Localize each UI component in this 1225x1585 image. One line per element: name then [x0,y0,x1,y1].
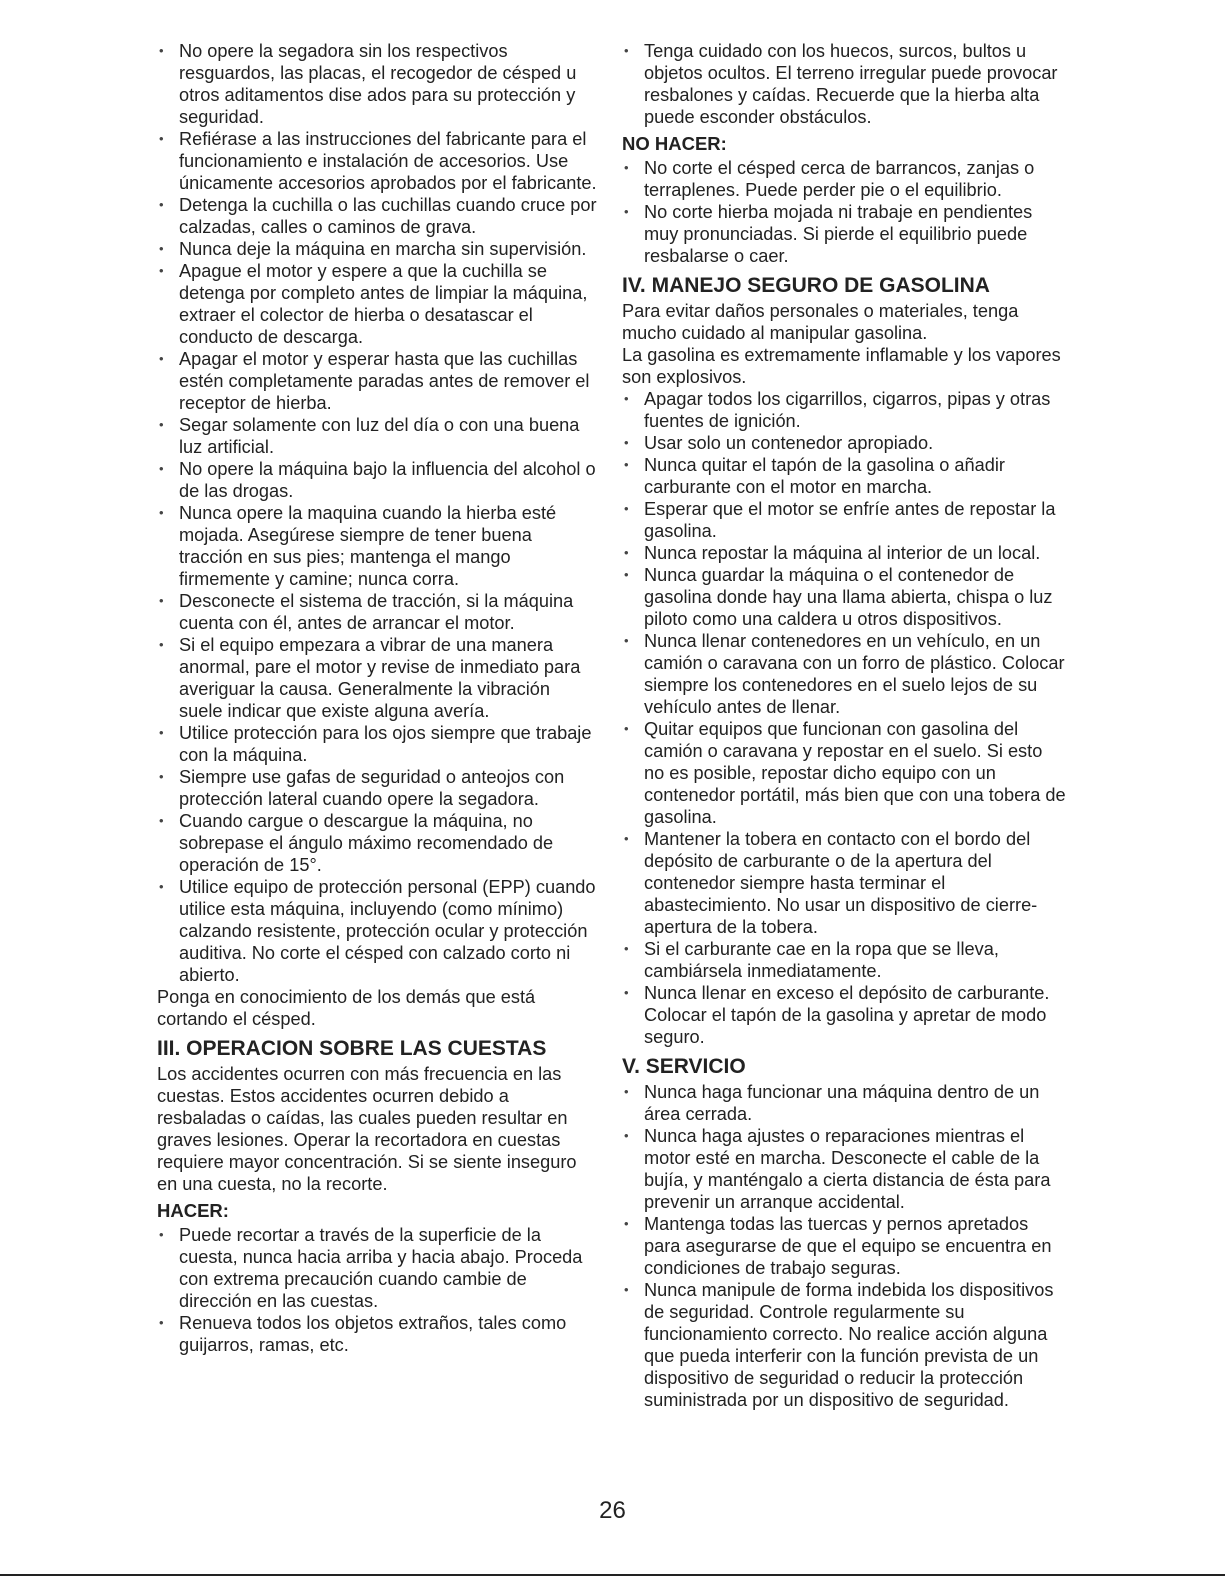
right-column [622,40,1066,1411]
list-item: • Desconecte el sistema de tracción, si la máquina cuenta con él, antes de arrancar el motor. [157,590,597,634]
list-item: • No corte hierba mojada ni trabaje en pendientes muy pronunciadas. Si pierde el equilibrio puede resbalarse o caer. [622,201,1066,267]
do-bullet-list-continued [622,40,1066,128]
section-title-slopes: III. OPERACION SOBRE LAS CUESTAS [157,1037,547,1060]
list-item: • Quitar equipos que funcionan con gasolina del camión o caravana y repostar en el suelo. Si esto no es posible, repostar dicho equipo con un contenedor portátil, más bien que con una tobera de gasolina. [622,718,1066,828]
closing-paragraph: Ponga en conocimiento de los demás que está cortando el césped. [157,987,536,1029]
list-item: • Apague el motor y espere a que la cuchilla se detenga por completo antes de limpiar la máquina, extraer el colector de hierba o desatascar el conducto de descarga. [157,260,597,348]
list-item: • No opere la segadora sin los respectivos resguardos, las placas, el recogedor de césped u otros aditamentos dise ados para su protección y seguridad. [157,40,597,128]
list-item: • Mantener la tobera en contacto con el bordo del depósito de carburante o de la apertura del contenedor siempre hasta terminar el abastecimiento. No usar un dispositivo de cierre-apertura de la tobera. [622,828,1066,938]
section-title-service: V. SERVICIO [622,1055,746,1078]
list-item: • Nunca quitar el tapón de la gasolina o añadir carburante con el motor en marcha. [622,454,1066,498]
list-item: • Utilice protección para los ojos siempre que trabaje con la máquina. [157,722,597,766]
list-item: • Siempre use gafas de seguridad o anteojos con protección lateral cuando opere la segadora. [157,766,597,810]
list-item: • Nunca haga ajustes o reparaciones mientras el motor esté en marcha. Desconecte el cable de la bujía, y manténgalo a cierta distancia de ésta para prevenir un arranque accidental. [622,1125,1066,1213]
section-intro-fuel-1: Para evitar daños personales o materiales, tenga mucho cuidado al manipular gasolina. [622,301,1019,343]
list-item: • Apagar el motor y esperar hasta que las cuchillas estén completamente paradas antes de remover el receptor de hierba. [157,348,597,414]
list-item: • Si el equipo empezara a vibrar de una manera anormal, pare el motor y revise de inmediato para averiguar la causa. Generalmente la vibración suele indicar que existe alguna avería. [157,634,597,722]
fuel-bullet-list [622,388,1066,1048]
list-item: • Nunca deje la máquina en marcha sin supervisión. [157,238,597,260]
list-item: • Puede recortar a través de la superficie de la cuesta, nunca hacia arriba y hacia abajo. Proceda con extrema precaución cuando cambie de dirección en las cuestas. [157,1224,597,1312]
service-bullet-list [622,1081,1066,1411]
do-heading: HACER: [157,1200,229,1221]
list-item: • Nunca repostar la máquina al interior de un local. [622,542,1066,564]
section-intro-slopes: Los accidentes ocurren con más frecuencia en las cuestas. Estos accidentes ocurren debido a resbaladas o caídas, las cuales pueden resultar en graves lesiones. Operar la recortadora en cuestas requiere mayor concentración. Si se siente inseguro en una cuesta, no la recorte. [157,1064,577,1194]
list-item: • Nunca manipule de forma indebida los dispositivos de seguridad. Controle regularmente su funcionamiento correcto. No realice acción alguna que pueda interferir con la función prevista de un dispositivo de seguridad o reducir la protección suministrada por un dispositivo de seguridad. [622,1279,1066,1411]
list-item: • Utilice equipo de protección personal (EPP) cuando utilice esta máquina, incluyendo (como mínimo) calzando resistente, protección ocular y protección auditiva. No corte el césped con calzado corto ni abierto. [157,876,597,986]
list-item: • Esperar que el motor se enfríe antes de repostar la gasolina. [622,498,1066,542]
list-item: • Renueva todos los objetos extraños, tales como guijarros, ramas, etc. [157,1312,597,1356]
list-item: • Mantenga todas las tuercas y pernos apretados para asegurarse de que el equipo se encuentra en condiciones de trabajo seguras. [622,1213,1066,1279]
safety-bullet-list [157,40,597,986]
page-number: 26 [599,1497,626,1524]
list-item: • Si el carburante cae en la ropa que se lleva, cambiársela inmediatamente. [622,938,1066,982]
list-item: • No opere la máquina bajo la influencia del alcohol o de las drogas. [157,458,597,502]
list-item: • Nunca llenar contenedores en un vehículo, en un camión o caravana con un forro de plástico. Colocar siempre los contenedores en el suelo lejos de su vehículo antes de llenar. [622,630,1066,718]
list-item: • Cuando cargue o descargue la máquina, no sobrepase el ángulo máximo recomendado de operación de 15°. [157,810,597,876]
left-column [157,40,597,1356]
bottom-rule [0,1574,1225,1576]
list-item: • Nunca llenar en exceso el depósito de carburante. Colocar el tapón de la gasolina y apretar de modo seguro. [622,982,1066,1048]
section-intro-fuel-2: La gasolina es extremamente inflamable y los vapores son explosivos. [622,345,1061,387]
list-item: • Nunca opere la maquina cuando la hierba esté mojada. Asegúrese siempre de tener buena tracción en sus pies; mantenga el mango firmemente y camine; nunca corra. [157,502,597,590]
do-bullet-list [157,1224,597,1356]
list-item: • Detenga la cuchilla o las cuchillas cuando cruce por calzadas, calles o caminos de grava. [157,194,597,238]
dont-bullet-list [622,157,1066,267]
list-item: • No corte el césped cerca de barrancos, zanjas o terraplenes. Puede perder pie o el equilibrio. [622,157,1066,201]
dont-heading: NO HACER: [622,133,727,154]
list-item: • Segar solamente con luz del día o con una buena luz artificial. [157,414,597,458]
section-title-fuel: IV. MANEJO SEGURO DE GASOLINA [622,274,990,297]
list-item: • Nunca haga funcionar una máquina dentro de un área cerrada. [622,1081,1066,1125]
list-item: • Apagar todos los cigarrillos, cigarros, pipas y otras fuentes de ignición. [622,388,1066,432]
list-item: • Tenga cuidado con los huecos, surcos, bultos u objetos ocultos. El terreno irregular puede provocar resbalones y caídas. Recuerde que la hierba alta puede esconder obstáculos. [622,40,1066,128]
list-item: • Refiérase a las instrucciones del fabricante para el funcionamiento e instalación de accesorios. Use únicamente accesorios aprobados por el fabricante. [157,128,597,194]
list-item: • Nunca guardar la máquina o el contenedor de gasolina donde hay una llama abierta, chispa o luz piloto como una caldera u otros dispositivos. [622,564,1066,630]
list-item: • Usar solo un contenedor apropiado. [622,432,1066,454]
